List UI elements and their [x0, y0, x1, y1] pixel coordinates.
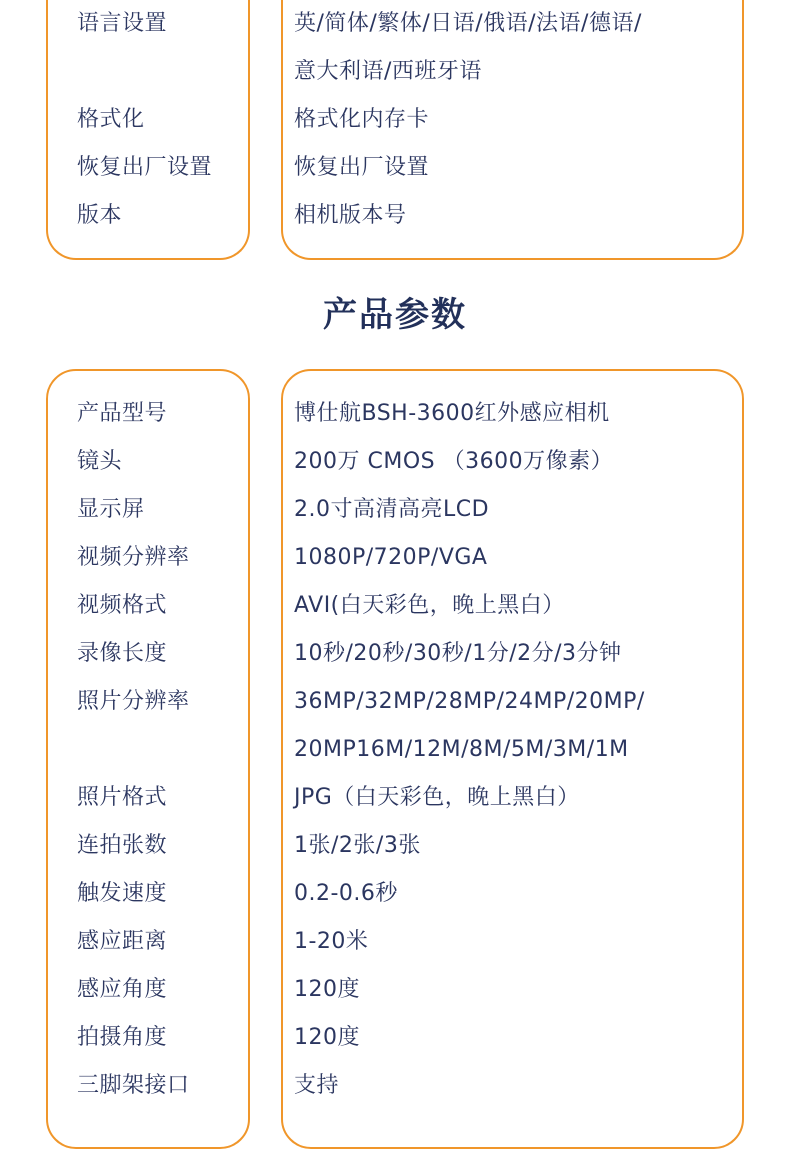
settings-label-language: 语言设置	[77, 11, 168, 36]
param-label-sensing-angle: 感应角度	[77, 977, 168, 1002]
settings-value-language: 英/简体/繁体/日语/俄语/法语/德语/	[294, 11, 642, 36]
param-label-model: 产品型号	[77, 401, 168, 426]
settings-value-version: 相机版本号	[294, 203, 407, 228]
param-label-video-resolution: 视频分辨率	[77, 545, 190, 570]
param-value-photo-resolution: 36MP/32MP/28MP/24MP/20MP/	[294, 689, 645, 714]
param-label-lens: 镜头	[77, 449, 123, 474]
param-label-trigger-speed: 触发速度	[77, 881, 168, 906]
param-value-video-length: 10秒/20秒/30秒/1分/2分/3分钟	[294, 641, 622, 666]
param-value-sensing-angle: 120度	[294, 977, 360, 1002]
settings-label-factory-reset: 恢复出厂设置	[77, 155, 213, 180]
settings-value-language-cont: 意大利语/西班牙语	[294, 59, 482, 84]
param-label-video-format: 视频格式	[77, 593, 168, 618]
param-label-video-length: 录像长度	[77, 641, 168, 666]
param-label-display: 显示屏	[77, 497, 145, 522]
param-value-tripod-mount: 支持	[294, 1073, 340, 1098]
param-label-tripod-mount: 三脚架接口	[77, 1073, 190, 1098]
param-label-photo-format: 照片格式	[77, 785, 168, 810]
settings-value-factory-reset: 恢复出厂设置	[294, 155, 430, 180]
param-value-burst: 1张/2张/3张	[294, 833, 421, 858]
param-label-sensing-distance: 感应距离	[77, 929, 168, 954]
param-value-sensing-distance: 1-20米	[294, 929, 369, 954]
param-value-trigger-speed: 0.2-0.6秒	[294, 881, 398, 906]
param-value-video-format: AVI(白天彩色，晚上黑白）	[294, 593, 565, 618]
settings-label-version: 版本	[77, 203, 123, 228]
param-value-lens: 200万 CMOS （3600万像素）	[294, 449, 614, 474]
param-value-photo-format: JPG（白天彩色，晚上黑白）	[294, 785, 580, 810]
param-value-shooting-angle: 120度	[294, 1025, 360, 1050]
settings-value-format: 格式化内存卡	[294, 107, 430, 132]
param-value-display: 2.0寸高清高亮LCD	[294, 497, 490, 522]
param-label-shooting-angle: 拍摄角度	[77, 1025, 168, 1050]
param-value-video-resolution: 1080P/720P/VGA	[294, 545, 488, 570]
settings-label-format: 格式化	[77, 107, 145, 132]
section-title: 产品参数	[323, 295, 467, 335]
param-label-burst: 连拍张数	[77, 833, 168, 858]
param-value-model: 博仕航BSH-3600红外感应相机	[294, 401, 610, 426]
param-value-photo-resolution-cont: 20MP16M/12M/8M/5M/3M/1M	[294, 737, 629, 762]
param-label-photo-resolution: 照片分辨率	[77, 689, 190, 714]
